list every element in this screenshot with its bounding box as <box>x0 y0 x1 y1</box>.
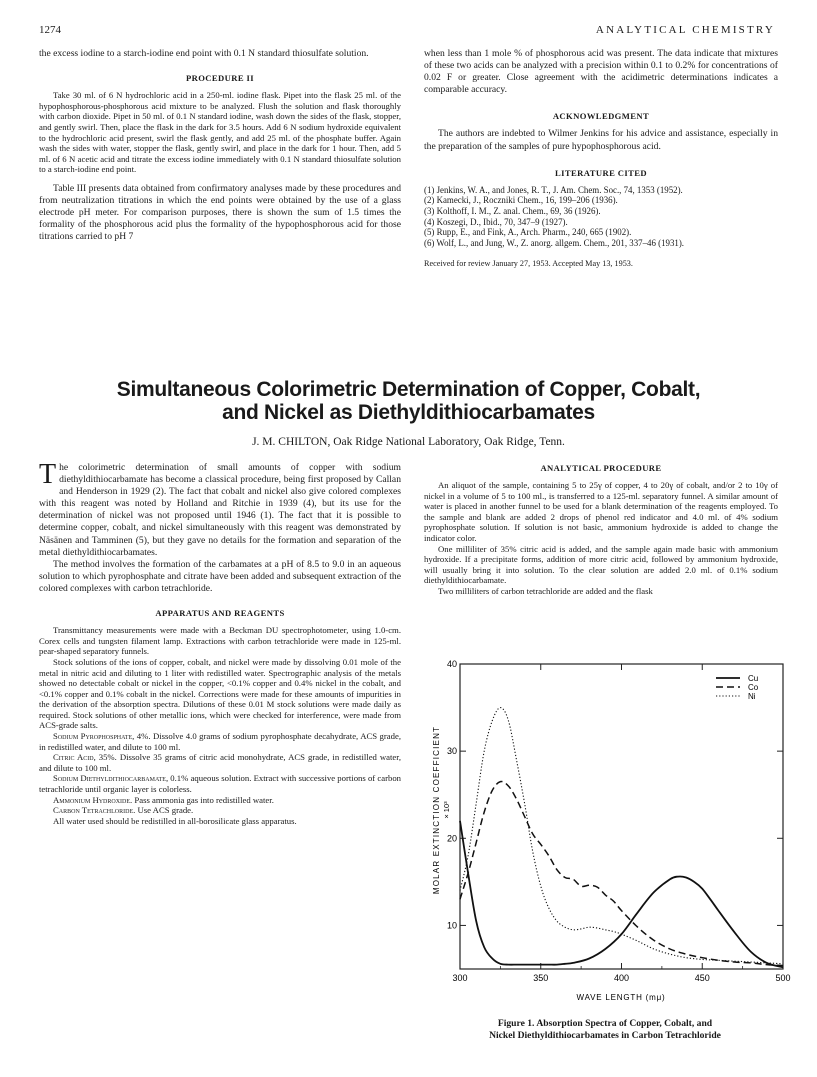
reference-item: (5) Rupp, E., and Fink, A., Arch. Pharm., 240, 665 (1902). <box>424 227 632 238</box>
page-number: 1274 <box>39 24 61 36</box>
analytical-procedure-heading: ANALYTICAL PROCEDURE <box>540 463 662 473</box>
series-line-ni <box>460 708 783 964</box>
reagent-citric-acid: Citric Acid, 35%. Dissolve 35 grams of citric acid monohydrate, ACS grade, in redistilled water, and dilute to 100 ml. <box>39 752 402 773</box>
reference-item: (6) Wolf, L., and Jung, W., Z. anorg. allgem. Chem., 201, 337–46 (1931). <box>424 237 684 248</box>
reagent-ammonium-hydroxide: Ammonium Hydroxide. Pass ammonia gas into redistilled water. <box>53 794 274 805</box>
plot-frame <box>460 664 783 969</box>
reference-item: (2) Kamecki, J., Roczniki Chem., 16, 199–206 (1936). <box>424 195 618 206</box>
series-line-cu <box>460 821 783 967</box>
apparatus-heading: APPARATUS AND REAGENTS <box>155 608 285 619</box>
article-title-line2: and Nickel as Diethyldithiocarbamates <box>222 401 595 424</box>
x-tick-label: 300 <box>452 973 468 983</box>
literature-cited-heading: LITERATURE CITED <box>555 167 647 178</box>
legend-label-co: Co <box>748 683 759 692</box>
reagent-pyrophosphate: Sodium Pyrophosphate, 4%. Dissolve 4.0 grams of sodium pyrophosphate decahydrate, ACS grade, in redistilled water, and dilute to 100 ml. <box>39 731 402 752</box>
y-axis-unit: × 10³ <box>442 801 451 819</box>
x-tick-label: 500 <box>775 973 791 983</box>
article-title-line1: Simultaneous Colorimetric Determination of Copper, Cobalt, <box>116 378 701 401</box>
reagent-carbon-tetrachloride: Carbon Tetrachloride. Use ACS grade. <box>53 805 194 816</box>
y-tick-label: 20 <box>446 833 457 844</box>
legend-label-ni: Ni <box>748 692 756 701</box>
procedure-ii-text: Take 30 ml. of 6 N hydrochloric acid in a 250-ml. iodine flask. Pipet into the flask 25 ml. of the hypophosphorous-phosphorous acid mixture to be analyzed. Flush the solution and flask thoroughly with carbon dioxide. Pipet in 50 ml. of 0.1 N standard iodine, wash down the sides of the flask, stopper, and gently swirl. Then, place the flask in the dark for 3.5 hours. Add 6 N sodium hydroxide equivalent to the hydrochloric acid present, swirl the flask gently, and add 25 ml. of the phosphate buffer. Again wash the sides with water, stopper the flask, gently swirl, and place in the dark for 1 hour. Then, add 5 ml. of 6 N acetic acid and titrate the excess iodine immediately with 0.1 N standard thiosulfate solution to a starch-iodine end point. <box>39 90 401 175</box>
analytical-paragraph-3: Two milliliters of carbon tetrachloride are added and the flask <box>438 586 653 597</box>
intro-paragraph <box>39 459 401 559</box>
legend-label-cu: Cu <box>748 674 759 683</box>
figure-caption-line2: Nickel Diethyldithiocarbamates in Carbon Tetrachloride <box>489 1029 721 1041</box>
absorption-spectra-chart <box>418 652 791 1014</box>
prev-intro-text: the excess iodine to a starch-iodine end point with 0.1 N standard thiosulfate solution. <box>39 48 369 59</box>
x-tick-label: 450 <box>694 973 710 983</box>
article-right-column <box>424 462 778 597</box>
drop-cap: T <box>39 459 57 490</box>
x-tick-label: 350 <box>533 973 549 983</box>
y-tick-label: 40 <box>446 659 457 669</box>
article-left-column <box>39 459 402 826</box>
x-axis-label: WAVE LENGTH (mμ) <box>576 993 666 1002</box>
y-axis-label: MOLAR EXTINCTION COEFFICIENT <box>432 725 441 895</box>
procedure-ii-heading: PROCEDURE II <box>185 73 255 84</box>
prev-right-column <box>424 48 778 270</box>
prev-right-text: when less than 1 mole % of phosphorous acid was present. The data indicate that mixtures of these two acids can be analyzed with a precision within 0.1 to 0.2% for concentrations of 0.02 F or greater. Close agreement with the acidimetric determinations indicates a comparable accuracy. <box>424 48 778 96</box>
journal-name: ANALYTICAL CHEMISTRY <box>595 24 775 36</box>
method-paragraph: The method involves the formation of the carbamates at a pH of 8.5 to 9.0 in an aqueous solution to which pyrophosphate and citrate have been added and subsequent extraction of the colored complexes with carbon tetrachloride. <box>39 558 401 594</box>
acknowledgment-text: The authors are indebted to Wilmer Jenkins for his advice and assistance, especially in the preparation of the samples of pure hypophosphorous acid. <box>424 128 778 152</box>
figure-caption-line1: Figure 1. Absorption Spectra of Copper, Cobalt, and <box>497 1018 713 1029</box>
analytical-paragraph-1: An aliquot of the sample, containing 5 to 25γ of copper, 4 to 20γ of cobalt, and/or 2 to 10γ of nickel in a volume of 5 to 100 ml., is transferred to a 125-ml. separatory funnel. A similar amount of water is placed in another funnel to be used for a blank determination of the reagents employed. To the sample and blank are added 2 drops of phenol red indicator and 4.0 ml. of 4% sodium pyrophosphate solution. If solution is not basic, ammonium hydroxide is added to change the indicator color. <box>424 480 778 544</box>
reference-item: (4) Koszegi, D., Ibid., 70, 347–9 (1927). <box>424 216 568 227</box>
byline: J. M. CHILTON, Oak Ridge National Laboratory, Oak Ridge, Tenn. <box>252 436 565 448</box>
x-tick-label: 400 <box>613 973 630 983</box>
prev-left-column <box>39 48 401 243</box>
intro-text: he colorimetric determination of small amounts of copper with sodium diethyldithiocarbamate has become a classical procedure, being first proposed by Callan and Henderson in 1929 (2). The fact that cobalt and nickel also give colored complexes with this reagent was noted by Holland and Ritchie in 1939 (4), but its use for the determination of nickel was not proposed until 1946 (1). The fact that it is possible to determine copper, cobalt, and nickel simultaneously with this reagent was demonstrated by Näsänen and Tamminen (5), but they gave no details for the formation and separation of the metal diethyldithiocarbamates. <box>39 462 401 558</box>
stock-solutions-paragraph: Stock solutions of the ions of copper, cobalt, and nickel were made by dissolving 0.01 mole of the metal in nitric acid and diluting to 1 liter with redistilled water. Spectrographic analysis of the metals showed no detectable cobalt or nickel in the copper, <0.1% copper and 0.4% nickel in the cobalt, and <0.1% copper and 0.1% cobalt in the nickel. Corrections were made for these amounts of impurities in the derivation of the absorption spectra. Dilutions of these 0.01 M stock solutions were made daily as required. Stock solutions of other metallic ions, which were checked for interference, were made from ACS-grade salts. <box>39 656 401 731</box>
analytical-paragraph-2: One milliliter of 35% citric acid is added, and the sample again made basic with ammonium hydroxide. If a precipitate forms, addition of more citric acid, followed by ammonium hydroxide, will usually bring it into solution. To the clear solution are added 2.0 ml. of 0.1% sodium diethyldithiocarbamate. <box>424 543 778 586</box>
acknowledgment-heading: ACKNOWLEDGMENT <box>552 111 650 122</box>
figure-caption <box>420 1018 790 1041</box>
received-note: Received for review January 27, 1953. Accepted May 13, 1953. <box>424 259 633 269</box>
y-tick-label: 30 <box>446 746 457 757</box>
article-title <box>20 378 797 424</box>
water-note: All water used should be redistilled in all-borosilicate glass apparatus. <box>53 815 297 826</box>
reference-item: (3) Kolthoff, I. M., Z. anal. Chem., 69, 36 (1926). <box>424 205 601 216</box>
table-iii-text: Table III presents data obtained from confirmatory analyses made by these procedures and from neutralization titrations in which the end points were obtained by the use of a glass electrode pH meter. For comparison purposes, there is shown the sum of 1.5 times the formality of the phosphorous acid plus the formality of the hypophosphorous acid for those titrations carried to pH 7 <box>39 182 401 243</box>
y-tick-label: 10 <box>446 920 457 931</box>
reference-item: (1) Jenkins, W. A., and Jones, R. T., J. Am. Chem. Soc., 74, 1353 (1952). <box>424 184 683 195</box>
reference-list <box>424 185 778 249</box>
series-line-co <box>460 781 783 965</box>
reagent-diethyldithiocarbamate: Sodium Diethyldithiocarbamate, 0.1% aqueous solution. Extract with successive portions of carbon tetrachloride until organic layer is colorless. <box>39 773 402 795</box>
apparatus-paragraph: Transmittancy measurements were made with a Beckman DU spectrophotometer, using 1.0-cm. Corex cells and tungsten filament lamp. Extractions with carbon tetrachloride were made in 125-ml. pear-shaped separatory funnels. <box>39 625 401 657</box>
